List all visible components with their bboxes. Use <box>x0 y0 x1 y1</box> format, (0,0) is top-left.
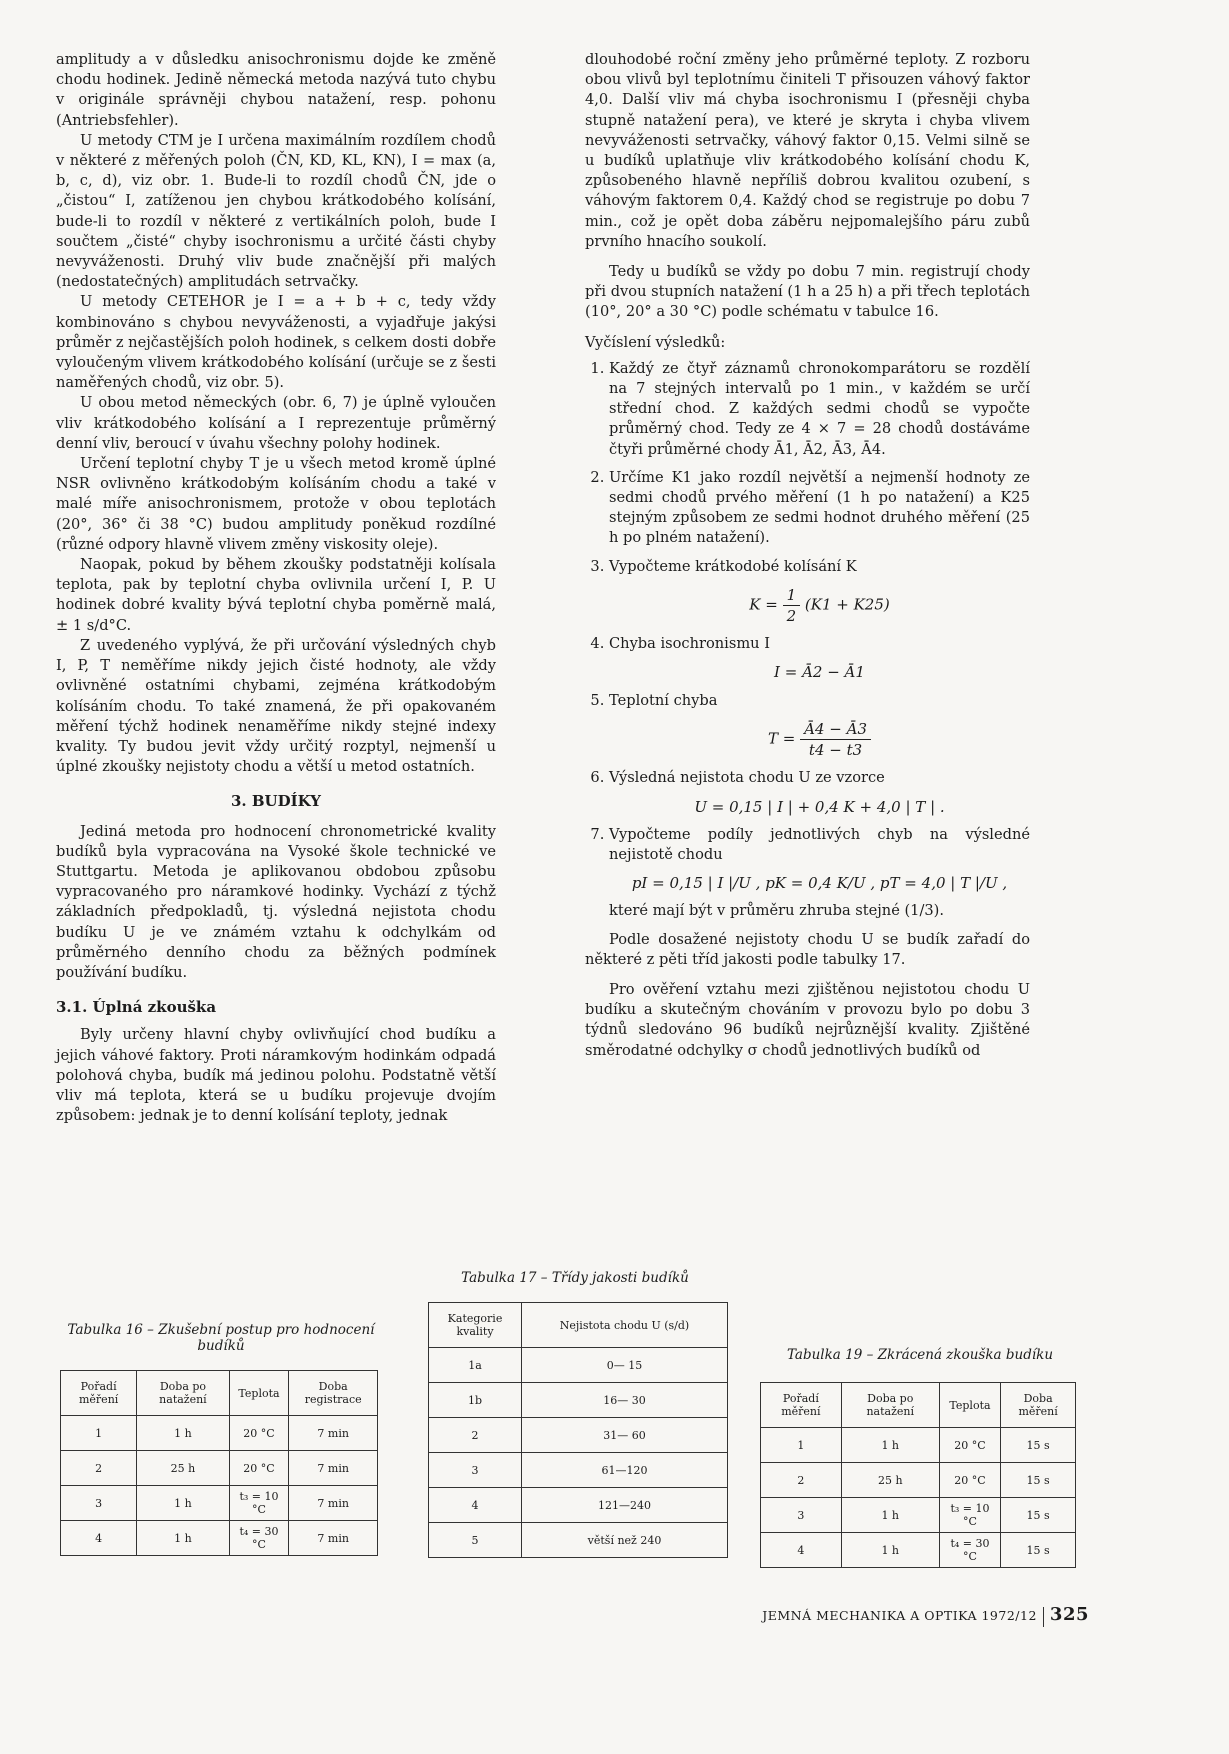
paragraph: Jediná metoda pro hodnocení chronometrické kvality budíků byla vypracována na Vysoké škole technické ve Stuttgartu. Metoda je aplikovanou obdobou způsobu vypracovaného pro náramkové hodinky. Vychází z týchž základních předpokladů, tj. výsledná nejistota chodu budíku U je ve známém vztahu k odchylkám od průměrného denního chodu za běžných podmínek používání budíku. <box>56 822 496 981</box>
table-header: Pořadí měření <box>761 1383 842 1428</box>
table-header: Nejistota chodu U (s/d) <box>522 1303 728 1348</box>
list-item: 1. Každý ze čtyř záznamů chronokomparátoru se rozdělí na 7 stejných intervalů po 1 min., v každém se určí střední chod. Z každých sedmi chodů se vypočte průměrný chod. Tedy ze 4 × 7 = 28 chodů dostáváme čtyři průměrné chody Ā1, Ā2, Ā3, Ā4. <box>609 359 1030 460</box>
table-row: 2 31— 60 <box>429 1418 728 1453</box>
list-item: 6. Výsledná nejistota chodu U ze vzorce U = 0,15 | I | + 0,4 K + 4,0 | T | . <box>609 768 1030 816</box>
table-row: 5 větší než 240 <box>429 1523 728 1558</box>
table-row: 3 61—120 <box>429 1453 728 1488</box>
table-row: 3 1 h t₃ = 10 °C 7 min <box>61 1486 378 1521</box>
table-header: Doba registrace <box>289 1371 378 1416</box>
formula-u: U = 0,15 | I | + 0,4 K + 4,0 | T | . <box>694 797 945 816</box>
paragraph: amplitudy a v důsledku anisochronismu dojde ke změně chodu hodinek. Jedině německá metoda nazývá tuto chybu v originále správněji chybou natažení, resp. pohonu (Antriebsfehler). <box>56 51 496 129</box>
paragraph: Pro ověření vztahu mezi zjištěnou nejistotou chodu U budíku a skutečným chováním v provozu bylo po dobu 3 týdnů sledováno 96 budíků nejrůznější kvality. Zjištěné směrodatné odchylky σ chodů jednotlivých budíků od <box>585 980 1030 1059</box>
formula-k: K = $\frac{1}{2}$ (K1 + K25) <box>749 585 890 626</box>
paragraph: U obou metod německých (obr. 6, 7) je úplně vyloučen vliv krátkodobého kolísání a I reprezentuje průměrný denní vliv, beroucí v úvahu všechny polohy hodinek. <box>56 394 496 452</box>
divider <box>1043 1607 1044 1627</box>
formula-t: T = $\frac{Ā4 - Ā3}{t4 - t3}$ <box>609 719 1030 760</box>
paragraph: Z uvedeného vyplývá, že při určování výsledných chyb I, P, T neměříme nikdy jejich čisté hodnoty, ale vždy ovlivněné ostatními chybami, zejména krátkodobým kolísáním chodu. To také znamená, že při opakovaném měření týchž hodinek nenaměříme nikdy stejné indexy kvality. Ty budou jevit vždy určitý rozptyl, nejmenší u úplné zkoušky nejistoty chodu a větší u metod ostatních. <box>56 636 496 776</box>
list-item: 5. Teplotní chyba T = $\frac{Ā4 - Ā3}{t4 - t3}$ <box>609 691 1030 761</box>
paragraph: Tedy u budíků se vždy po dobu 7 min. registrují chody při dvou stupních natažení (1 h a 25 h) a při třech teplotách (10°, 20° a 30 °C) podle schématu v tabulce 16. <box>585 263 1030 321</box>
table-row: 1 1 h 20 °C 15 s <box>761 1428 1076 1463</box>
left-column <box>56 50 496 1126</box>
list-item: 7. Vypočteme podíly jednotlivých chyb na výsledné nejistotě chodu pI = 0,15 | I |/U , pK = 0,4 K/U , pT = 4,0 | T |/U , které mají být v průměru zhruba stejné (1/3). <box>609 825 1030 922</box>
paragraph: U metody CETEHOR je I = a + b + c, tedy vždy kombinováno s chybou nevyváženosti, a vyjadřuje jakýsi průměr z nejčastějších poloh hodinek, s celkem dosti dobře vyloučeným vlivem krátkodobého kolísání (určuje se z šesti naměřených chodů, viz obr. 5). <box>56 293 496 392</box>
paragraph: Naopak, pokud by během zkoušky podstatněji kolísala teplota, pak by teplotní chyba ovlivnila určení I, P. U hodinek dobré kvality bývá teplotní chyba poměrně malá, ± 1 s/d°C. <box>56 556 496 634</box>
paragraph: Podle dosažené nejistoty chodu U se budík zařadí do některé z pěti tříd jakosti podle tabulky 17. <box>585 930 1030 968</box>
table17 <box>428 1302 728 1558</box>
table-row: 3 1 h t₃ = 10 °C 15 s <box>761 1498 1076 1533</box>
table-header: Pořadí měření <box>61 1371 137 1416</box>
table19 <box>760 1382 1076 1568</box>
table-row: 2 25 h 20 °C 15 s <box>761 1463 1076 1498</box>
paragraph: U metody CTM je I určena maximálním rozdílem chodů v některé z měřených poloh (ČN, KD, KL, KN), I = max (a, b, c, d), viz obr. 1. Bude-li to rozdíl chodů ČN, jde o „čistou“ I, zatíženou jen chybou krátkodobého kolísání, bude-li to rozdíl v některé z vertikálních poloh, bude I součtem „čisté“ chyby isochronismu a určité části chyby nevyváženosti. Druhý vliv bude značnější při malých (nedostatečných) amplitudách setrvačky. <box>56 131 496 291</box>
table-header: Kategorie kvality <box>429 1303 522 1348</box>
table-row: 4 1 h t₄ = 30 °C 7 min <box>61 1521 378 1556</box>
formula-p: pI = 0,15 | I |/U , pK = 0,4 K/U , pT = 4,0 | T |/U , <box>631 874 1008 893</box>
page-footer <box>762 1604 1089 1627</box>
table-row: 1b 16— 30 <box>429 1383 728 1418</box>
table16 <box>60 1370 378 1556</box>
formula-i: I = Ā2 − Ā1 <box>774 663 865 682</box>
formula-note: které mají být v průměru zhruba stejné (1/3). <box>609 902 944 920</box>
list-item: 4. Chyba isochronismu I I = Ā2 − Ā1 <box>609 634 1030 682</box>
paragraph: Byly určeny hlavní chyby ovlivňující chod budíku a jejich váhové faktory. Proti náramkovým hodinkám odpadá polohová chyba, budík má jedinou polohu. Podstatně větší vliv má teplota, která se u budíku projevuje dvojím způsobem: jednak je to denní kolísání teploty, jednak <box>56 1026 496 1125</box>
list-item: 3. Vypočteme krátkodobé kolísání K K = $\frac{1}{2}$ (K1 + K25) <box>609 557 1030 627</box>
table-header: Doba po natažení <box>841 1383 939 1428</box>
table-row: 1 1 h 20 °C 7 min <box>61 1416 378 1451</box>
table-header: Doba po natažení <box>137 1371 229 1416</box>
paragraph: Vyčíslení výsledků: <box>585 333 726 351</box>
table-row: 1a 0— 15 <box>429 1348 728 1383</box>
table17-caption: Tabulka 17 – Třídy jakosti budíků <box>461 1270 689 1286</box>
table-header: Teplota <box>939 1383 1001 1428</box>
section-heading: 3. BUDÍKY <box>230 792 321 811</box>
table-row: 4 121—240 <box>429 1488 728 1523</box>
table-row: 2 25 h 20 °C 7 min <box>61 1451 378 1486</box>
table-row: 4 1 h t₄ = 30 °C 15 s <box>761 1533 1076 1568</box>
table19-caption: Tabulka 19 – Zkrácená zkouška budíku <box>786 1347 1054 1363</box>
subsection-heading: 3.1. Úplná zkouška <box>56 998 217 1017</box>
journal-name: JEMNÁ MECHANIKA A OPTIKA 1972/12 <box>762 1608 1037 1623</box>
list-item: 2. Určíme K1 jako rozdíl největší a nejmenší hodnoty ze sedmi chodů prvého měření (1 h po natažení) a K25 stejným způsobem ze sedmi hodnot druhého měření (25 h po plném natažení). <box>609 468 1030 549</box>
table-header: Teplota <box>229 1371 289 1416</box>
table16-caption: Tabulka 16 – Zkušební postup pro hodnocení budíků <box>67 1322 375 1354</box>
page-number: 325 <box>1049 1604 1089 1625</box>
paragraph: Určení teplotní chyby T je u všech metod kromě úplné NSR ovlivněno krátkodobým kolísáním chodu a také v malé míře anisochronismem, protože v obou teplotách (20°, 36° či 38 °C) budou amplitudy poněkud rozdílné (různé odpory hlavně vlivem změny viskosity oleje). <box>56 455 496 553</box>
results-list <box>585 359 1030 922</box>
paragraph: dlouhodobé roční změny jeho průměrné teploty. Z rozboru obou vlivů byl teplotnímu činiteli T přisouzen váhový faktor 4,0. Další vliv má chyba isochronismu I (přesněji chyba stupně natažení pera), ve které je skryta i chyba vlivem nevyváženosti setrvačky, váhový faktor 0,15. Velmi silně se u budíků uplatňuje vliv krátkodobého kolísání chodu K, způsobeného hlavně nepříliš dobrou kvalitou ozubení, s váhovým faktorem 0,4. Každý chod se registruje po dobu 7 min., což je opět doba záběru nejpomalejšího páru zubů prvního hnacího soukolí. <box>585 51 1030 250</box>
table-header: Doba měření <box>1001 1383 1076 1428</box>
right-column <box>585 50 1030 1061</box>
